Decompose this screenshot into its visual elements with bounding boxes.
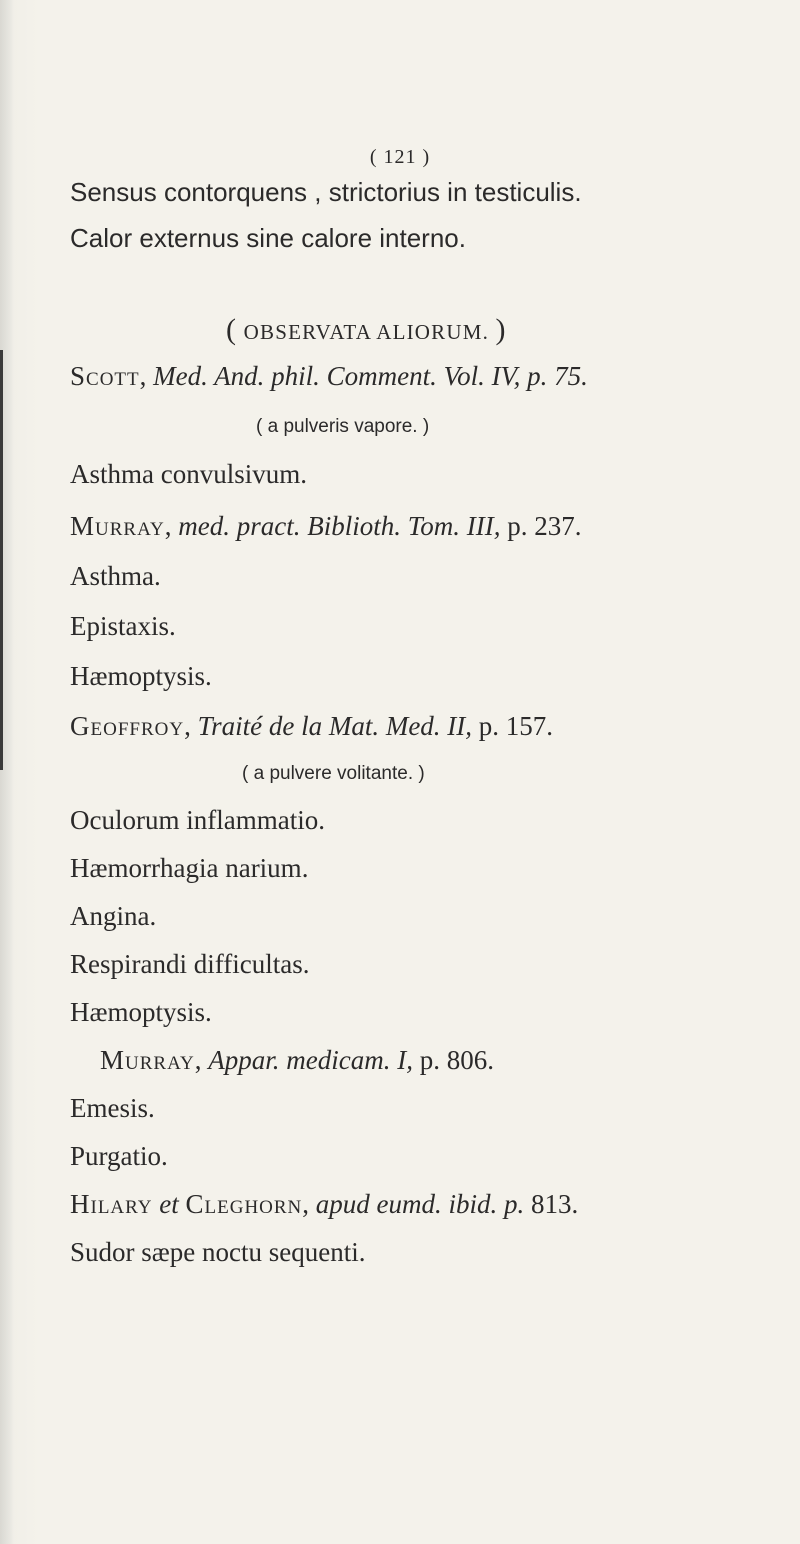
reference-separator: , bbox=[194, 1045, 202, 1075]
reference-page: p. 75. bbox=[527, 361, 588, 391]
reference-page: p. 806. bbox=[419, 1045, 494, 1075]
reference-separator: , bbox=[184, 711, 191, 741]
reference-line bbox=[70, 510, 582, 542]
text-line: Asthma. bbox=[70, 561, 161, 591]
page-number: ( 121 ) bbox=[369, 146, 431, 168]
text-line: Hæmorrhagia narium. bbox=[70, 853, 309, 883]
reference-page: 813. bbox=[531, 1189, 579, 1219]
subheading: ( a pulvere volitante. ) bbox=[242, 763, 425, 784]
reference-author: Cleghorn bbox=[185, 1189, 303, 1219]
reference-separator: , bbox=[164, 511, 172, 541]
reference-conjunction: et bbox=[159, 1189, 179, 1219]
reference-separator: , bbox=[493, 511, 501, 541]
text-line: Respirandi difficultas. bbox=[70, 949, 310, 979]
reference-work: Med. And. phil. Comment. Vol. IV bbox=[153, 361, 514, 391]
reference-work: apud eumd. ibid. p. bbox=[315, 1189, 525, 1219]
text-line: Oculorum inflammatio. bbox=[70, 805, 325, 835]
reference-author: Murray bbox=[100, 1045, 195, 1075]
reference-separator: , bbox=[465, 711, 473, 741]
text-line: Hæmoptysis. bbox=[70, 661, 212, 691]
reference-separator: , bbox=[406, 1045, 413, 1075]
reference-line bbox=[70, 1188, 578, 1220]
reference-line bbox=[70, 360, 588, 392]
reference-work: Appar. medicam. I bbox=[208, 1045, 407, 1075]
subheading: ( a pulveris vapore. ) bbox=[256, 416, 430, 437]
heading-text: OBSERVATA ALIORUM. bbox=[243, 320, 490, 344]
text-line: Calor externus sine calore interno. bbox=[70, 223, 466, 253]
reference-page: p. 237. bbox=[507, 511, 582, 541]
text-line: Sensus contorquens , strictorius in testiculis. bbox=[70, 177, 582, 207]
section-heading bbox=[226, 314, 507, 348]
text-line: Sudor sæpe noctu sequenti. bbox=[70, 1237, 366, 1267]
reference-author: Murray bbox=[70, 511, 165, 541]
gutter-line bbox=[0, 350, 3, 770]
text-line: Emesis. bbox=[70, 1093, 155, 1123]
reference-work: Traité de la Mat. Med. II bbox=[197, 711, 466, 741]
reference-author: Hilary bbox=[70, 1189, 153, 1219]
reference-separator: , bbox=[513, 361, 521, 391]
reference-line bbox=[100, 1044, 494, 1076]
text-line: Epistaxis. bbox=[70, 611, 176, 641]
text-line: Angina. bbox=[70, 901, 157, 931]
reference-separator: , bbox=[302, 1189, 310, 1219]
text-line: Asthma convulsivum. bbox=[70, 459, 307, 489]
reference-separator: , bbox=[139, 361, 147, 391]
reference-page: p. 157. bbox=[478, 711, 554, 741]
text-line: Purgatio. bbox=[70, 1141, 168, 1171]
text-line: Hæmoptysis. bbox=[70, 997, 212, 1027]
page-edge-shadow bbox=[0, 0, 14, 1544]
reference-work: med. pract. Biblioth. Tom. III bbox=[178, 511, 494, 541]
heading-open-paren: ( bbox=[226, 313, 238, 346]
reference-author: Scott bbox=[70, 361, 140, 391]
reference-author: Geoffroy bbox=[70, 711, 185, 741]
reference-line bbox=[70, 710, 553, 742]
heading-close-paren: ) bbox=[495, 313, 507, 346]
